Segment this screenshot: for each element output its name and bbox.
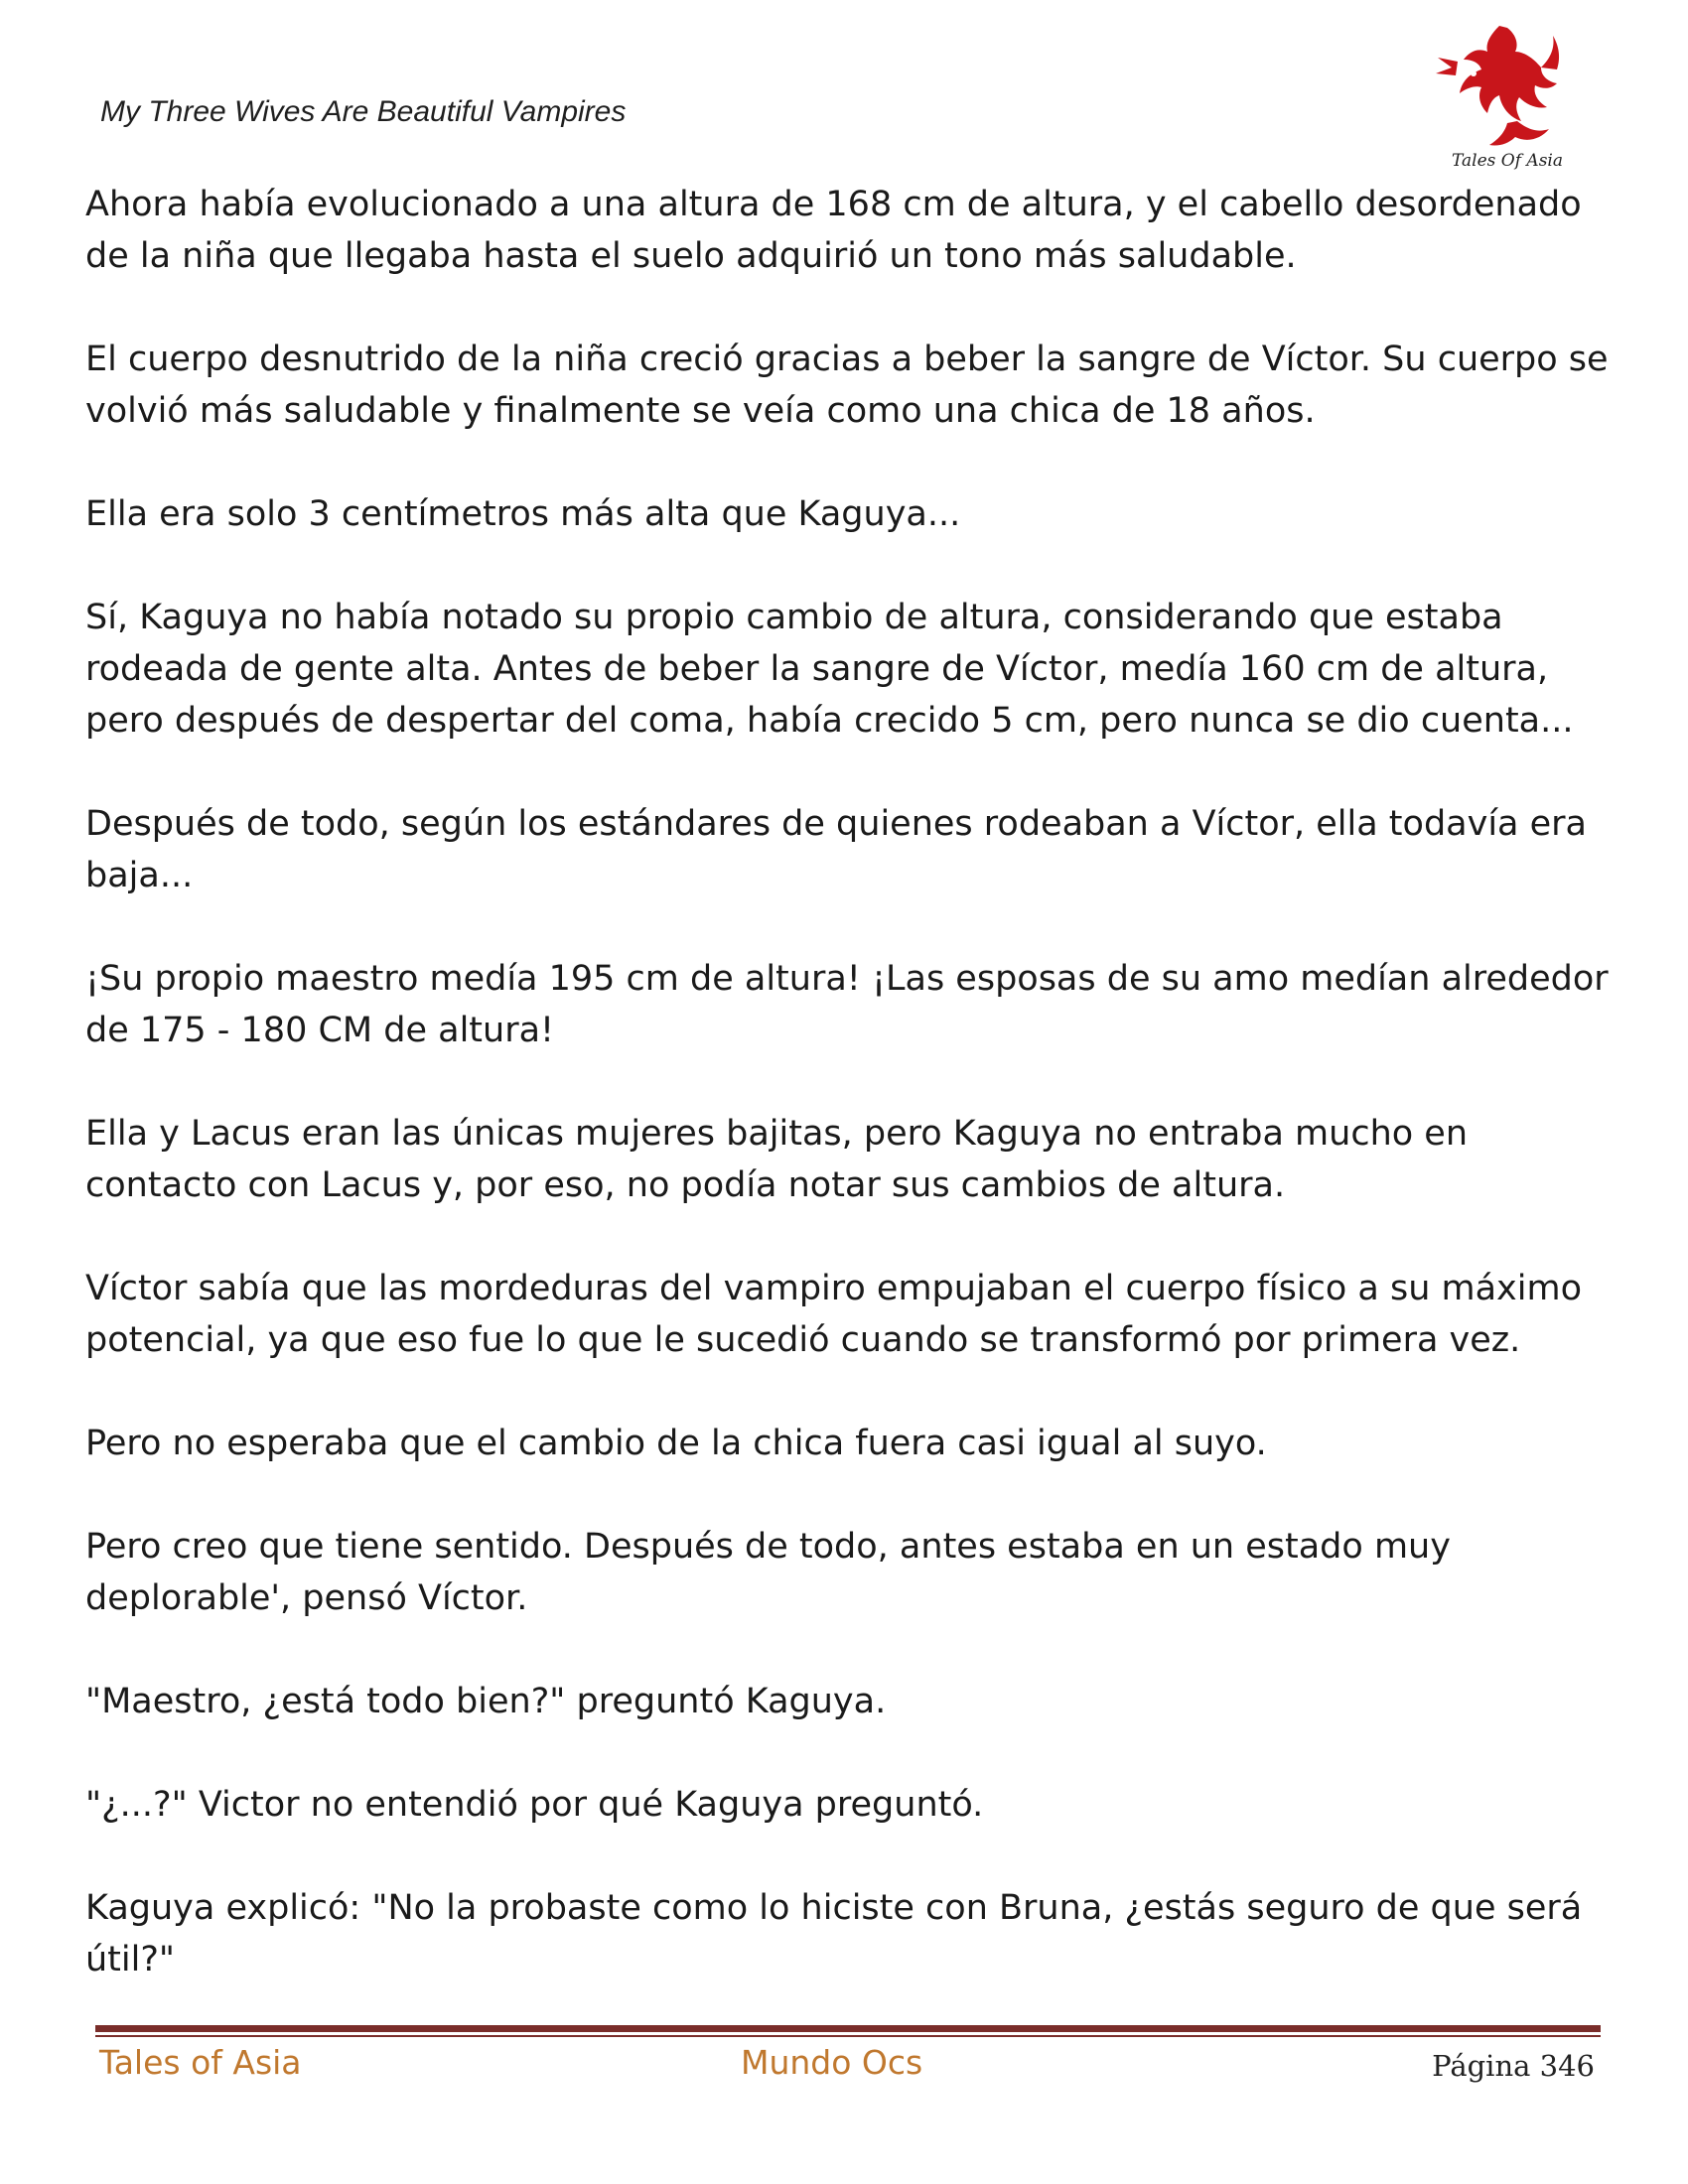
footer-publisher: Tales of Asia (99, 2043, 302, 2082)
paragraph: Pero creo que tiene sentido. Después de todo, antes estaba en un estado muy deplorable', pensó Víctor. (85, 1527, 1451, 1618)
paragraph: Ella era solo 3 centímetros más alta que Kaguya... (85, 494, 961, 534)
paragraph: "¿...?" Victor no entendió por qué Kaguya preguntó. (85, 1785, 984, 1825)
footer-source: Mundo Ocs (741, 2043, 923, 2082)
logo-caption: Tales Of Asia (1452, 151, 1563, 171)
page-number: Página 346 (1432, 2049, 1595, 2083)
footer-divider-thin (95, 2035, 1601, 2037)
paragraph: Kaguya explicó: "No la probaste como lo hiciste con Bruna, ¿estás seguro de que será útil?" (85, 1888, 1583, 1979)
paragraph: Pero no esperaba que el cambio de la chica fuera casi igual al suyo. (85, 1424, 1267, 1463)
page-body (85, 179, 1615, 2037)
paragraph: El cuerpo desnutrido de la niña creció gracias a beber la sangre de Víctor. Su cuerpo se volvió más saludable y finalmente se veía como una chica de 18 años. (85, 340, 1609, 431)
paragraph: Después de todo, según los estándares de quienes rodeaban a Víctor, ella todavía era baja... (85, 804, 1587, 895)
paragraph: Ella y Lacus eran las únicas mujeres bajitas, pero Kaguya no entraba mucho en contacto con Lacus y, por eso, no podía notar sus cambios de altura. (85, 1114, 1469, 1205)
paragraph: "Maestro, ¿está todo bien?" preguntó Kaguya. (85, 1682, 887, 1721)
paragraph: Sí, Kaguya no había notado su propio cambio de altura, considerando que estaba rodeada de gente alta. Antes de beber la sangre de Víctor, medía 160 cm de altura, pero después de despertar del coma, había crecido 5 cm, pero nunca se dio cuenta... (85, 598, 1574, 741)
paragraph: Ahora había evolucionado a una altura de 168 cm de altura, y el cabello desordenado de la niña que llegaba hasta el suelo adquirió un tono más saludable. (85, 185, 1582, 276)
footer-divider (95, 2025, 1601, 2032)
document-header-title: My Three Wives Are Beautiful Vampires (100, 95, 627, 128)
paragraph: ¡Su propio maestro medía 195 cm de altura! ¡Las esposas de su amo medían alrededor de 175 - 180 CM de altura! (85, 959, 1609, 1050)
paragraph: Víctor sabía que las mordeduras del vampiro empujaban el cuerpo físico a su máximo potencial, ya que eso fue lo que le sucedió cuando se transformó por primera vez. (85, 1269, 1582, 1360)
